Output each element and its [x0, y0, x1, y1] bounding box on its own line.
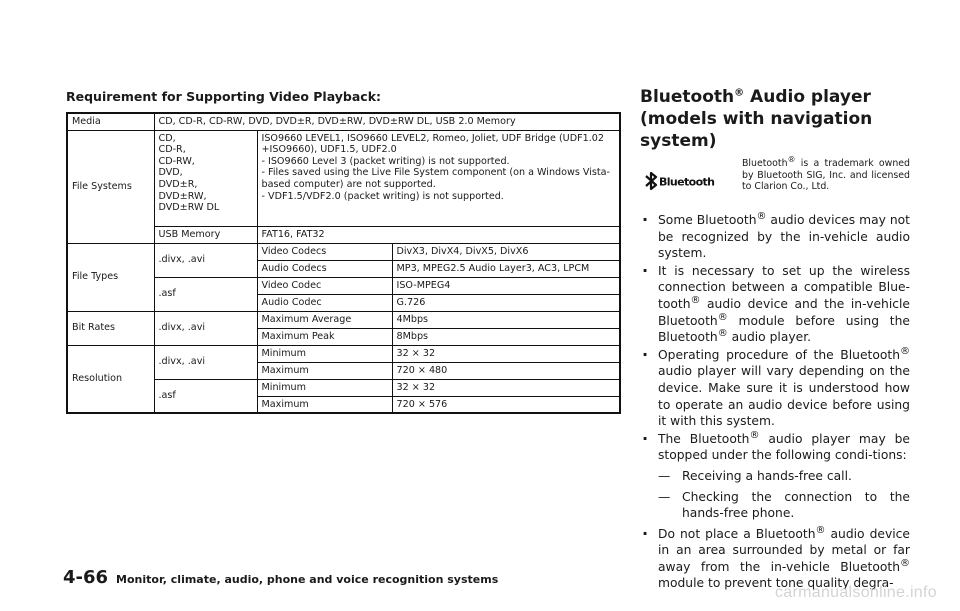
title-text: Audio player (models with navigation system) — [640, 87, 873, 151]
row-label-file-types: File Types — [67, 243, 154, 311]
section-title — [640, 86, 910, 152]
bluetooth-logo — [644, 172, 716, 190]
list-item — [640, 431, 910, 522]
condition-sublist — [658, 468, 910, 522]
disc-type: DVD±RW, — [158, 190, 207, 202]
table-row — [67, 243, 620, 260]
trademark-notice — [640, 154, 910, 198]
registered-mark: ® — [815, 524, 826, 536]
registered-mark: ® — [690, 294, 701, 306]
list-text: audio player. — [727, 330, 812, 345]
detail-line: - ISO9660 Level 3 (packet writing) is not supported. — [261, 155, 510, 167]
registered-mark: ® — [749, 429, 760, 441]
table-cell: 32 × 32 — [392, 345, 620, 362]
table-cell: FAT16, FAT32 — [257, 226, 620, 243]
detail-line: - Files saved using the Live File System component (on a Windows Vista- — [261, 167, 611, 179]
table-cell: 32 × 32 — [392, 379, 620, 396]
bit-rate-type: .divx, .avi — [154, 311, 257, 345]
list-text: audio player will vary depending on the device. Make sure it is understood how to operate an audio device before using it with this system. — [658, 364, 910, 429]
table-cell: G.726 — [392, 294, 620, 311]
list-text: Do not place a Bluetooth — [658, 526, 816, 541]
watermark: carmanualsonline.info — [775, 584, 937, 601]
table-cell: ISO-MPEG4 — [392, 277, 620, 294]
list-text: Some Bluetooth — [658, 213, 757, 227]
video-playback-requirements-table — [66, 112, 621, 414]
table-cell: Minimum — [257, 345, 392, 362]
row-label-bit-rates: Bit Rates — [67, 311, 154, 345]
list-text: The Bluetooth — [658, 431, 750, 446]
disc-file-system-details — [257, 130, 620, 226]
table-cell: CD, CD-R, CD-RW, DVD, DVD±R, DVD±RW, DVD±RW DL, USB 2.0 Memory — [154, 113, 620, 130]
bluetooth-audio-section — [640, 86, 910, 593]
bluetooth-rune-icon — [646, 173, 656, 189]
table-cell: Video Codec — [257, 277, 392, 294]
list-text: audio device in an area surrounded by metal or far away from the in-vehicle Bluetooth — [658, 526, 910, 574]
table-cell: 4Mbps — [392, 311, 620, 328]
resolution-type-divx: .divx, .avi — [154, 345, 257, 379]
row-label-resolution: Resolution — [67, 345, 154, 413]
chapter-title: Monitor, climate, audio, phone and voice recognition systems — [116, 573, 499, 586]
bluetooth-logo-text: Bluetooth — [659, 175, 715, 189]
sub-list-item: — Checking the connection to the hands-free phone. — [658, 489, 910, 522]
resolution-type-asf: .asf — [154, 379, 257, 413]
list-text: It is necessary to set up the wireless connection between a compatible Blue-tooth — [658, 263, 910, 311]
file-type-asf: .asf — [154, 277, 257, 311]
list-text: module to prevent tone quality degra- — [658, 576, 894, 591]
table-cell: MP3, MPEG2.5 Audio Layer3, AC3, LPCM — [392, 260, 620, 277]
table-row — [67, 113, 620, 130]
trademark-note — [742, 154, 910, 193]
bluetooth-notes-list — [640, 212, 910, 592]
registered-mark: ® — [787, 154, 796, 164]
disc-type: CD-R, — [158, 144, 186, 156]
table-cell: Maximum Peak — [257, 328, 392, 345]
list-text: audio devices may not be recognized by the in-vehicle audio system. — [658, 213, 910, 261]
table-row — [67, 130, 620, 226]
registered-mark: ® — [900, 345, 910, 357]
table-cell: DivX3, DivX4, DivX5, DivX6 — [392, 243, 620, 260]
usb-memory-label: USB Memory — [154, 226, 257, 243]
disc-type: CD, — [158, 132, 176, 144]
list-item — [640, 347, 910, 430]
row-label-media: Media — [67, 113, 154, 130]
sub-list-item: — Receiving a hands-free call. — [658, 468, 910, 485]
table-cell: 720 × 480 — [392, 362, 620, 379]
table-cell: 720 × 576 — [392, 396, 620, 413]
list-text: audio player may be stopped under the following condi-tions: — [658, 431, 911, 463]
disc-type: CD-RW, — [158, 155, 195, 167]
registered-mark: ® — [717, 311, 728, 323]
disc-type: DVD±RW DL — [158, 202, 220, 214]
title-text: Bluetooth — [640, 87, 735, 107]
registered-mark: ® — [734, 87, 745, 99]
disc-type: DVD, — [158, 167, 183, 179]
page-number: 4-66 — [63, 567, 109, 588]
list-item — [640, 212, 910, 262]
table-row — [67, 345, 620, 362]
table-cell: Audio Codec — [257, 294, 392, 311]
table-cell: Minimum — [257, 379, 392, 396]
table-cell: Maximum — [257, 396, 392, 413]
disc-type: DVD±R, — [158, 178, 198, 190]
row-label-file-systems: File Systems — [67, 130, 154, 243]
list-item — [640, 263, 910, 346]
list-text: module before using the Bluetooth — [658, 313, 910, 345]
table-cell: Maximum Average — [257, 311, 392, 328]
registered-mark: ® — [900, 557, 910, 569]
table-cell: 8Mbps — [392, 328, 620, 345]
list-text: Operating procedure of the Bluetooth — [658, 347, 900, 362]
list-text: audio device and the in-vehicle Bluetooth — [658, 296, 910, 328]
detail-line: +ISO9660), UDF1.5, UDF2.0 — [261, 144, 397, 156]
registered-mark: ® — [756, 210, 767, 222]
file-type-divx: .divx, .avi — [154, 243, 257, 277]
table-cell: Maximum — [257, 362, 392, 379]
detail-line: based computer) are not supported. — [261, 178, 436, 190]
table-row — [67, 311, 620, 328]
table-cell: Video Codecs — [257, 243, 392, 260]
disc-type-list — [154, 130, 257, 226]
section-heading: Requirement for Supporting Video Playback: — [66, 89, 382, 104]
note-text: is a trademark owned by Bluetooth SIG, Inc. and licensed to Clarion Co., Ltd. — [742, 158, 910, 192]
page-footer — [63, 567, 498, 588]
list-item — [640, 526, 910, 592]
detail-line: - VDF1.5/VDF2.0 (packet writing) is not supported. — [261, 190, 504, 202]
detail-line: ISO9660 LEVEL1, ISO9660 LEVEL2, Romeo, Joliet, UDF Bridge (UDF1.02 — [261, 132, 604, 144]
note-text: Bluetooth — [742, 158, 788, 169]
registered-mark: ® — [717, 328, 728, 340]
table-cell: Audio Codecs — [257, 260, 392, 277]
